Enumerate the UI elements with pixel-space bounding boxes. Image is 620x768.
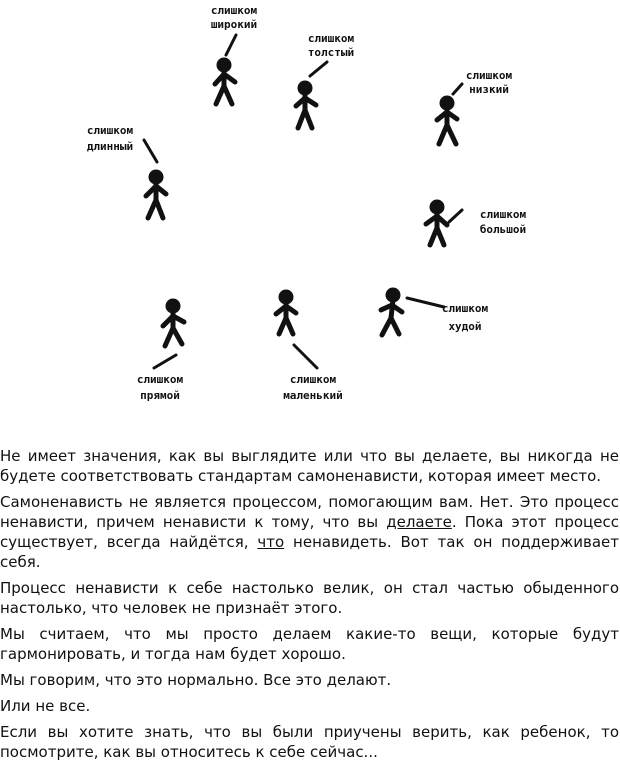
- stick-figure-fat: [296, 83, 316, 128]
- label-low-2: низкий: [469, 83, 509, 96]
- stick-figure-low: [437, 98, 457, 144]
- label-straight-2: прямой: [140, 389, 180, 402]
- label-big-1: слишком: [479, 208, 527, 221]
- pointer-fat: [310, 62, 327, 76]
- stick-figure-wide: [215, 60, 235, 104]
- paragraph-3: Процесс ненависти к себе настолько велик, он стал частью обыденного настолько, что человек не признаёт этого.: [0, 579, 619, 617]
- label-long-2: длинный: [86, 140, 134, 153]
- body-text: [0, 446, 619, 768]
- label-low-1: слишком: [465, 69, 513, 82]
- stick-figure-thin: [381, 290, 402, 335]
- pointer-low: [453, 84, 462, 94]
- pointer-thin: [407, 298, 444, 307]
- paragraph-1: Не имеет значения, как вы выглядите или что вы делаете, вы никогда не будете соответствовать стандартам самоненависти, которая имеет место.: [0, 447, 619, 485]
- paragraph-7: Если вы хотите знать, что вы были приучены верить, как ребенок, то посмотрите, как вы относитесь к себе сейчас...: [0, 723, 619, 761]
- paragraph-2-part-c: ненавидеть. Вот так он поддерживает себя.: [0, 533, 620, 571]
- paragraph-2-part-b: . Пока этот процесс существует, всегда найдётся,: [0, 513, 619, 551]
- label-thin-2: худой: [448, 320, 482, 333]
- label-thin-1: слишком: [441, 302, 489, 315]
- pointer-big: [449, 210, 462, 222]
- stick-figure-small: [276, 292, 296, 334]
- label-fat-1: слишком: [307, 32, 355, 45]
- label-big-2: большой: [479, 223, 527, 236]
- label-fat-2: толстый: [307, 46, 355, 59]
- paragraph-2-part-a: Самоненависть не является процессом, помогающим вам. Нет. Это процесс ненависти, причем ненависти к тому, что вы: [0, 493, 619, 531]
- label-small-2: маленький: [283, 389, 343, 402]
- label-wide-2: широкий: [210, 18, 258, 31]
- label-wide-1: слишком: [210, 4, 258, 17]
- stick-figure-straight: [163, 301, 184, 346]
- pointer-long: [144, 140, 157, 162]
- label-long-1: слишком: [86, 124, 134, 137]
- label-straight-1: слишком: [136, 373, 184, 386]
- pointer-wide: [226, 35, 236, 55]
- paragraph-6: Или не все.: [0, 697, 91, 715]
- stick-figure-long: [146, 172, 166, 218]
- stick-figure-big: [426, 202, 447, 245]
- pointer-straight: [154, 355, 176, 368]
- paragraph-4: Мы считаем, что мы просто делаем какие-то вещи, которые будут гармонировать, и тогда нам будет хорошо.: [0, 625, 619, 663]
- paragraph-5: Мы говорим, что это нормально. Все это делают.: [0, 671, 392, 689]
- underlined-word-chto: что: [257, 533, 285, 551]
- underlined-word-delaete: делаете: [386, 513, 452, 531]
- label-small-1: слишком: [289, 373, 337, 386]
- pointer-small: [294, 345, 317, 368]
- paragraph-2: [0, 492, 619, 572]
